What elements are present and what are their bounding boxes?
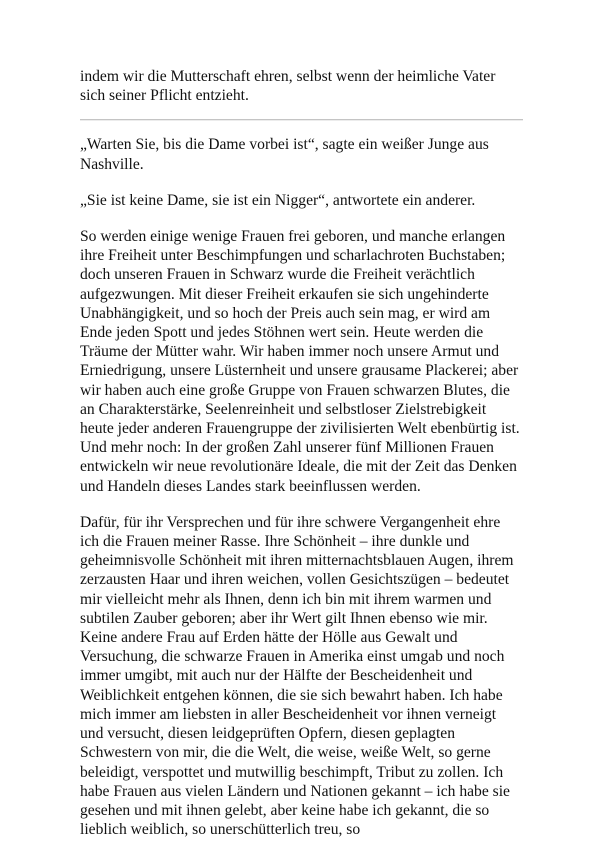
paragraph-body-2: Dafür, für ihr Versprechen und für ihre schwere Vergangenheit ehre ich die Frauen meiner Rasse. Ihre Schönheit – ihre dunkle und geheimnisvolle Schönheit mit ihren mitternachtsblauen Augen, ihrem zerzausten Haar und ihren weichen, vollen Gesichtszügen – bedeutet mir vielleicht mehr als Ihnen, denn ich bin mit ihrem warmen und subtilen Zauber geboren; aber ihr Wert gilt Ihnen ebenso wie mir. Keine andere Frau auf Erden hätte der Hölle aus Gewalt und Versuchung, die schwarze Frauen in Amerika einst umgab und noch immer umgibt, mit auch nur der Hälfte der Bescheidenheit und Weiblichkeit entgehen können, die sie sich bewahrt haben. Ich habe mich immer am liebsten in aller Bescheidenheit vor ihnen verneigt und versucht, diesen leidgeprüften Opfern, diesen geplagten Schwestern von mir, die die Welt, die weise, weiße Welt, so gerne beleidigt, verspottet und mutwillig beschimpft, Tribut zu zollen. Ich habe Frauen aus vielen Ländern und Nationen gekannt – ich habe sie gesehen und mit ihnen gelebt, aber keine habe ich gekannt, die so lieblich weiblich, so unerschütterlich treu, so (80, 513, 514, 839)
section-divider (80, 119, 523, 121)
paragraph-quote-2: „Sie ist keine Dame, sie ist ein Nigger“, antwortete ein anderer. (80, 191, 476, 209)
paragraph-body-1: So werden einige wenige Frauen frei geboren, und manche erlangen ihre Freiheit unter Beschimpfungen und scharlachroten Buchstaben; doch unseren Frauen in Schwarz wurde die Freiheit verächtlich aufgezwungen. Mit dieser Freiheit erkaufen sie sich ungehinderte Unabhängigkeit, und so hoch der Preis auch sein mag, er wird am Ende jeden Spott und jedes Stöhnen wert sein. Heute werden die Träume der Mütter wahr. Wir haben immer noch unsere Armut und Erniedrigung, unsere Lüsternheit und unsere grausame Plackerei; aber wir haben auch eine große Gruppe von Frauen schwarzen Blutes, die an Charakterstärke, Seelenreinheit und selbstloser Zielstrebigkeit heute jeder anderen Frauengruppe der zivilisierten Welt ebenbürtig ist. Und mehr noch: In der großen Zahl unserer fünf Millionen Frauen entwickeln wir neue revolutionäre Ideale, die mit der Zeit das Denken und Handeln dieses Landes stark beeinflussen werden. (80, 228, 520, 495)
paragraph-quote-1: „Warten Sie, bis die Dame vorbei ist“, sagte ein weißer Junge aus Nashville. (80, 136, 489, 173)
paragraph-continuation: indem wir die Mutterschaft ehren, selbst wenn der heimliche Vater sich seiner Pflicht entzieht. (80, 68, 496, 105)
document-page (80, 67, 523, 856)
